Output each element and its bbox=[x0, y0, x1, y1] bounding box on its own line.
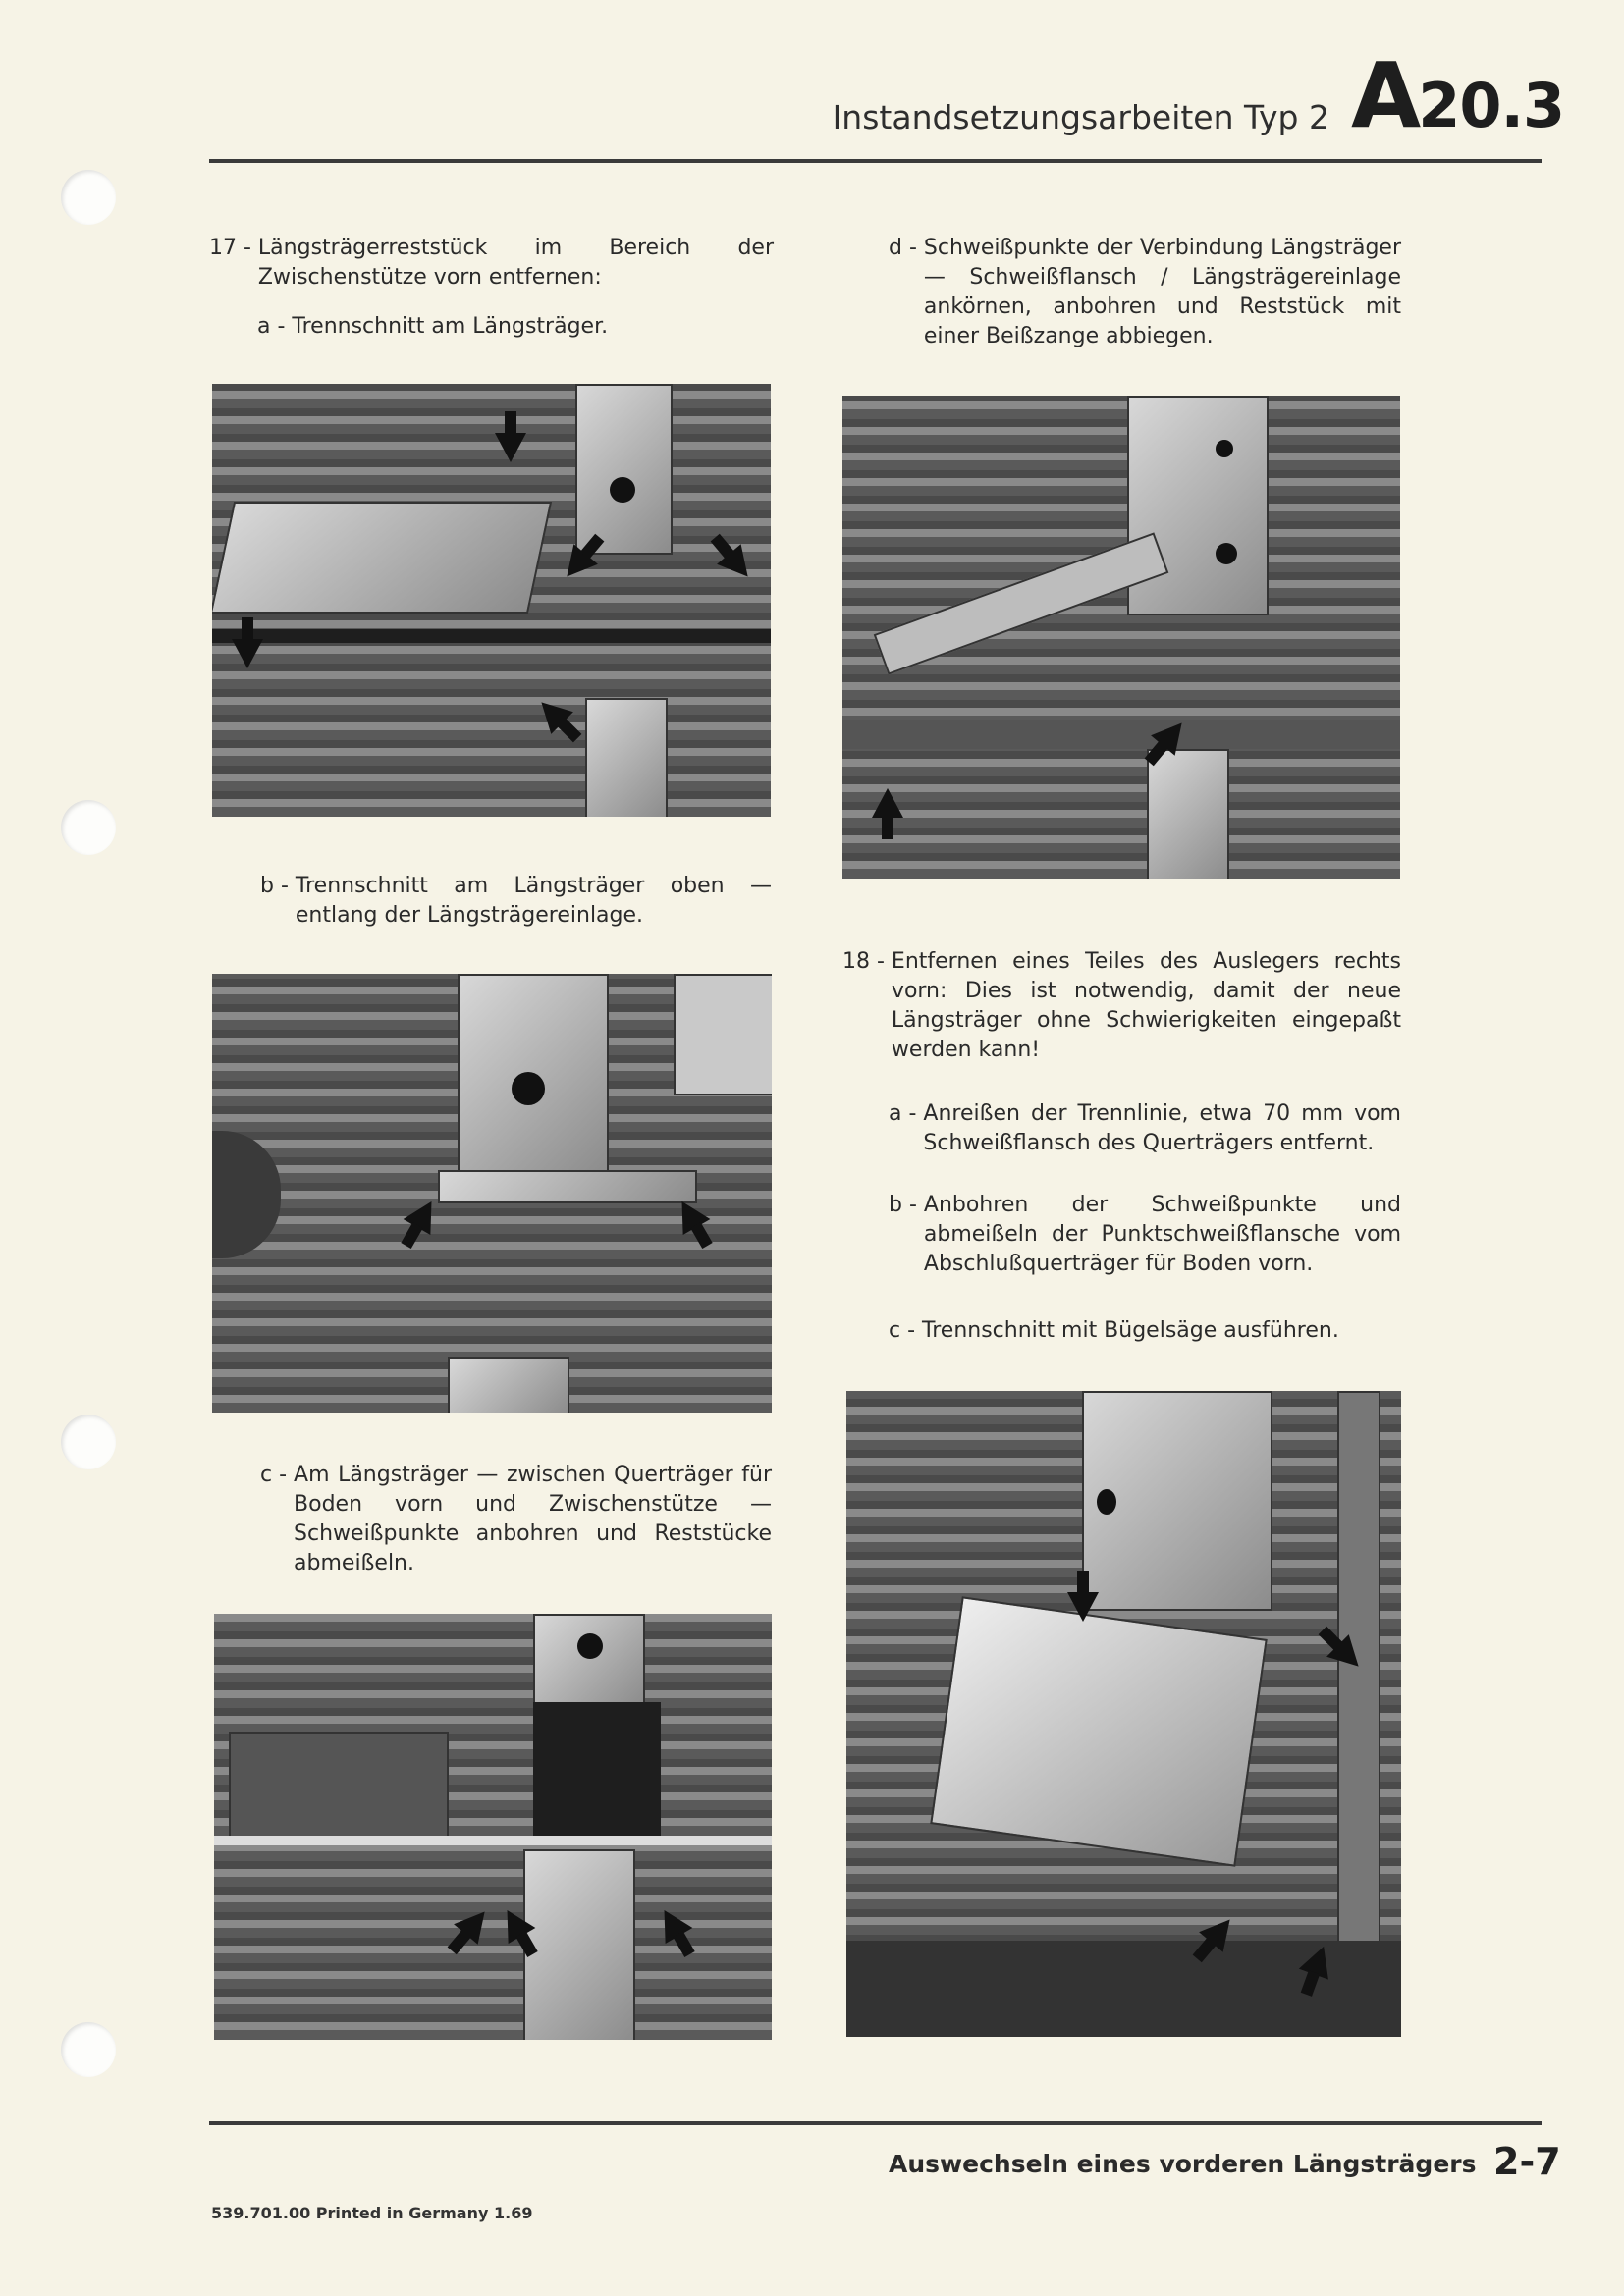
step-label: 17 - bbox=[209, 236, 258, 260]
punch-hole bbox=[61, 2022, 116, 2077]
step-18b bbox=[889, 1191, 1401, 1279]
step-18c bbox=[889, 1316, 1401, 1346]
section-letter: A bbox=[1351, 43, 1419, 148]
section-number: 20.3 bbox=[1418, 70, 1565, 141]
step-text: Anreißen der Trennlinie, etwa 70 mm vom Schweißflansch des Querträgers entfernt. bbox=[923, 1101, 1401, 1155]
photo-17a bbox=[212, 384, 771, 817]
punch-hole bbox=[61, 800, 116, 855]
footer-title: Auswechseln eines vorderen Längsträgers bbox=[889, 2150, 1477, 2178]
punch-hole bbox=[61, 170, 116, 225]
step-label: c - bbox=[889, 1318, 923, 1343]
photo-17c bbox=[214, 1614, 772, 2040]
print-info: 539.701.00 Printed in Germany 1.69 bbox=[211, 2204, 533, 2222]
step-text: Entfernen eines Teiles des Auslegers rechts vorn: Dies ist notwendig, damit der neue Längsträger ohne Schwierigkeiten eingepaßt werden kann! bbox=[891, 949, 1401, 1062]
step-label: 18 - bbox=[842, 949, 892, 974]
step-text: Trennschnitt am Längsträger. bbox=[292, 314, 609, 339]
step-18 bbox=[842, 947, 1401, 1065]
step-label: a - bbox=[257, 314, 293, 339]
step-text: Schweißpunkte der Verbindung Längsträger — Schweißflansch / Längsträgereinlage ankörnen, anbohren und Reststück mit einer Beißzange abbiegen. bbox=[923, 236, 1401, 348]
header-rule bbox=[209, 159, 1542, 163]
photo-18 bbox=[846, 1391, 1401, 2037]
photo-17b bbox=[212, 974, 772, 1413]
page-number: 2-7 bbox=[1493, 2140, 1561, 2183]
step-label: b - bbox=[889, 1193, 924, 1217]
step-17c bbox=[260, 1461, 772, 1578]
section-code bbox=[1351, 43, 1565, 148]
header-title: Instandsetzungsarbeiten Typ 2 bbox=[832, 98, 1329, 136]
step-label: b - bbox=[260, 874, 296, 898]
step-17b bbox=[260, 872, 772, 931]
punch-hole bbox=[61, 1415, 116, 1469]
step-text: Längsträgerreststück im Bereich der Zwischenstütze vorn entfernen: bbox=[257, 236, 774, 290]
step-17d bbox=[889, 234, 1401, 351]
step-text: Trennschnitt mit Bügelsäge ausführen. bbox=[922, 1318, 1339, 1343]
photo-17d bbox=[842, 396, 1400, 879]
step-17a bbox=[257, 312, 774, 342]
step-label: d - bbox=[889, 236, 924, 260]
step-text: Trennschnitt am Längsträger oben — entlang der Längsträgereinlage. bbox=[295, 874, 772, 928]
step-17 bbox=[209, 234, 774, 293]
step-text: Anbohren der Schweißpunkte und abmeißeln der Punktschweißflansche vom Abschlußquerträger für Boden vorn. bbox=[923, 1193, 1401, 1276]
step-18a bbox=[889, 1099, 1401, 1158]
step-label: a - bbox=[889, 1101, 924, 1126]
footer-rule bbox=[209, 2121, 1542, 2125]
step-text: Am Längsträger — zwischen Querträger für Boden vorn und Zwischenstütze — Schweißpunkte anbohren und Reststücke abmeißeln. bbox=[294, 1463, 772, 1575]
step-label: c - bbox=[260, 1463, 295, 1487]
